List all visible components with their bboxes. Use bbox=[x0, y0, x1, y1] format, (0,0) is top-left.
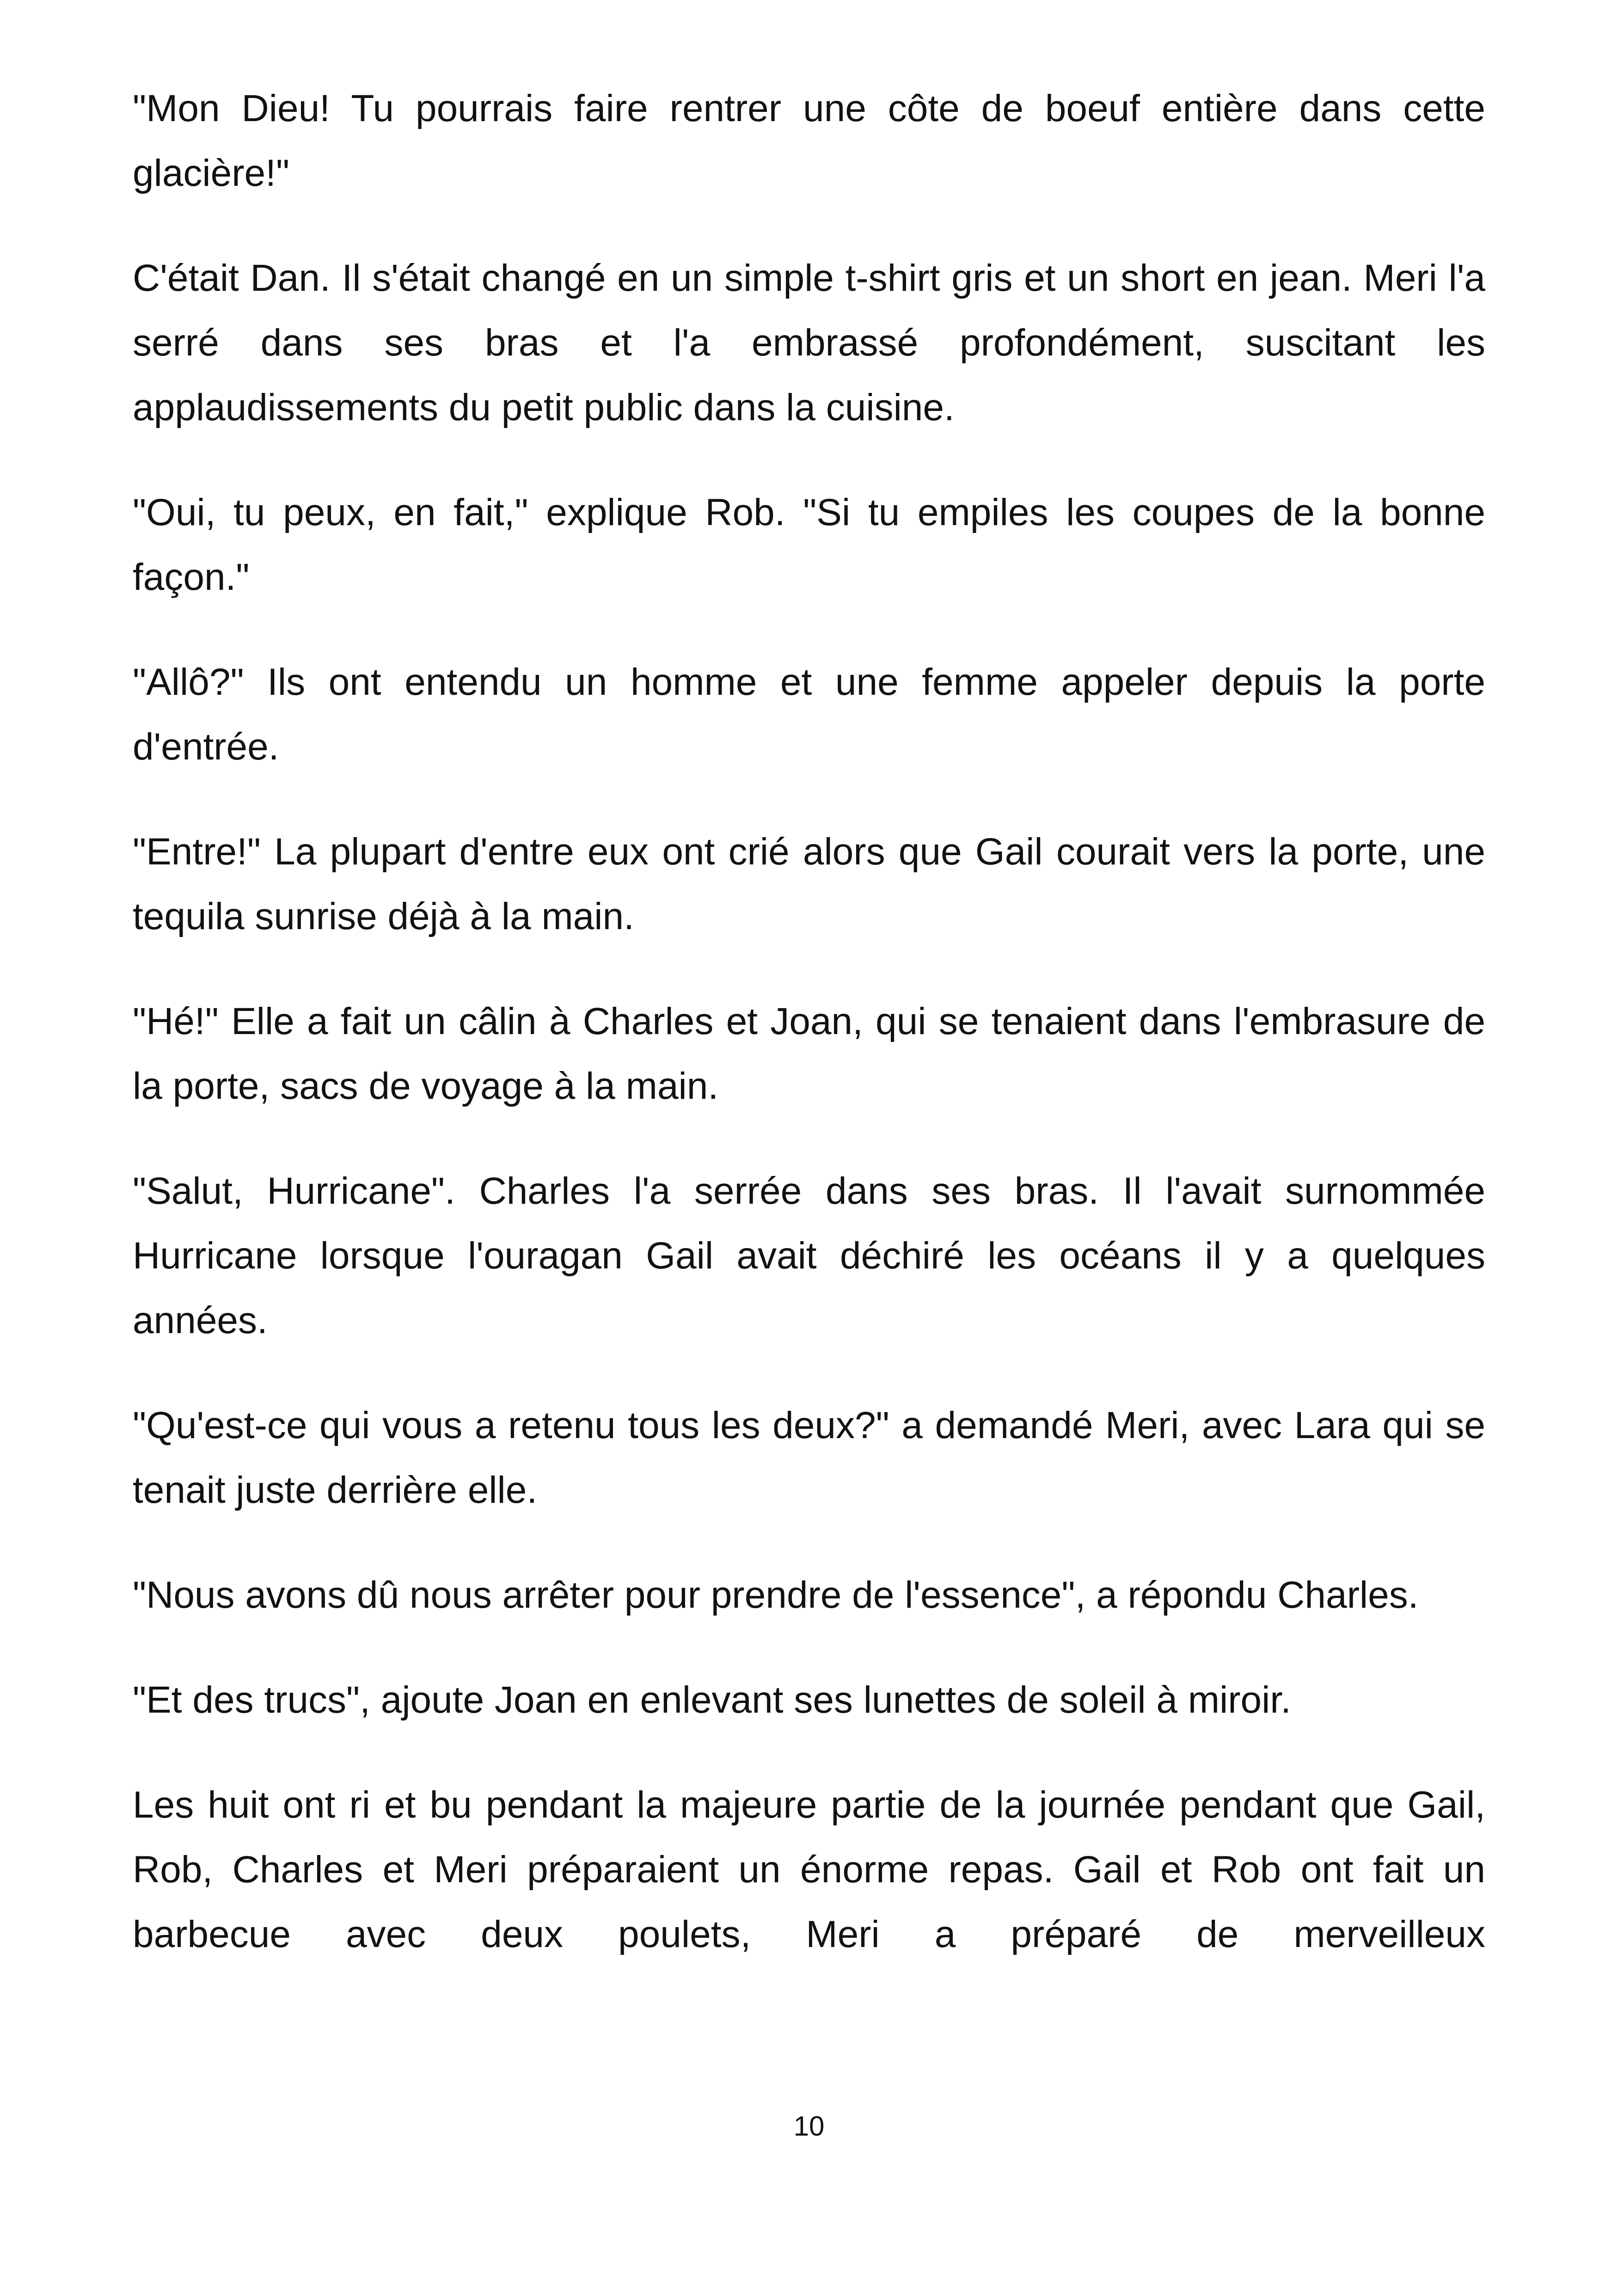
paragraph: "Hé!" Elle a fait un câlin à Charles et Joan, qui se tenaient dans l'embrasure de la porte, sacs de voyage à la main. bbox=[133, 1000, 1485, 1107]
paragraph: C'était Dan. Il s'était changé en un simple t-shirt gris et un short en jean. Meri l'a serré dans ses bras et l'a embrassé profondément, suscitant les applaudissements du petit public dans la cuisine. bbox=[133, 257, 1485, 429]
paragraph: "Mon Dieu! Tu pourrais faire rentrer une côte de boeuf entière dans cette glacière!" bbox=[133, 87, 1485, 194]
body-text bbox=[133, 76, 1485, 1967]
paragraph: "Entre!" La plupart d'entre eux ont crié alors que Gail courait vers la porte, une tequila sunrise déjà à la main. bbox=[133, 831, 1485, 937]
paragraph: "Et des trucs", ajoute Joan en enlevant ses lunettes de soleil à miroir. bbox=[133, 1679, 1291, 1721]
paragraph: "Salut, Hurricane". Charles l'a serrée dans ses bras. Il l'avait surnommée Hurricane lorsque l'ouragan Gail avait déchiré les océans il y a quelques années. bbox=[133, 1170, 1485, 1341]
paragraph: "Oui, tu peux, en fait," explique Rob. "Si tu empiles les coupes de la bonne façon." bbox=[133, 491, 1485, 598]
paragraph: "Allô?" Ils ont entendu un homme et une femme appeler depuis la porte d'entrée. bbox=[133, 661, 1485, 768]
paragraph: "Qu'est-ce qui vous a retenu tous les deux?" a demandé Meri, avec Lara qui se tenait juste derrière elle. bbox=[133, 1404, 1485, 1511]
paragraph-continued: Les huit ont ri et bu pendant la majeure partie de la journée pendant que Gail, Rob, Charles et Meri préparaient un énorme repas. Gail et Rob ont fait un barbecue avec deux poulets, Meri a préparé de merveilleux bbox=[133, 1784, 1485, 1955]
paragraph: "Nous avons dû nous arrêter pour prendre de l'essence", a répondu Charles. bbox=[133, 1574, 1419, 1616]
page-number: 10 bbox=[793, 2111, 825, 2142]
